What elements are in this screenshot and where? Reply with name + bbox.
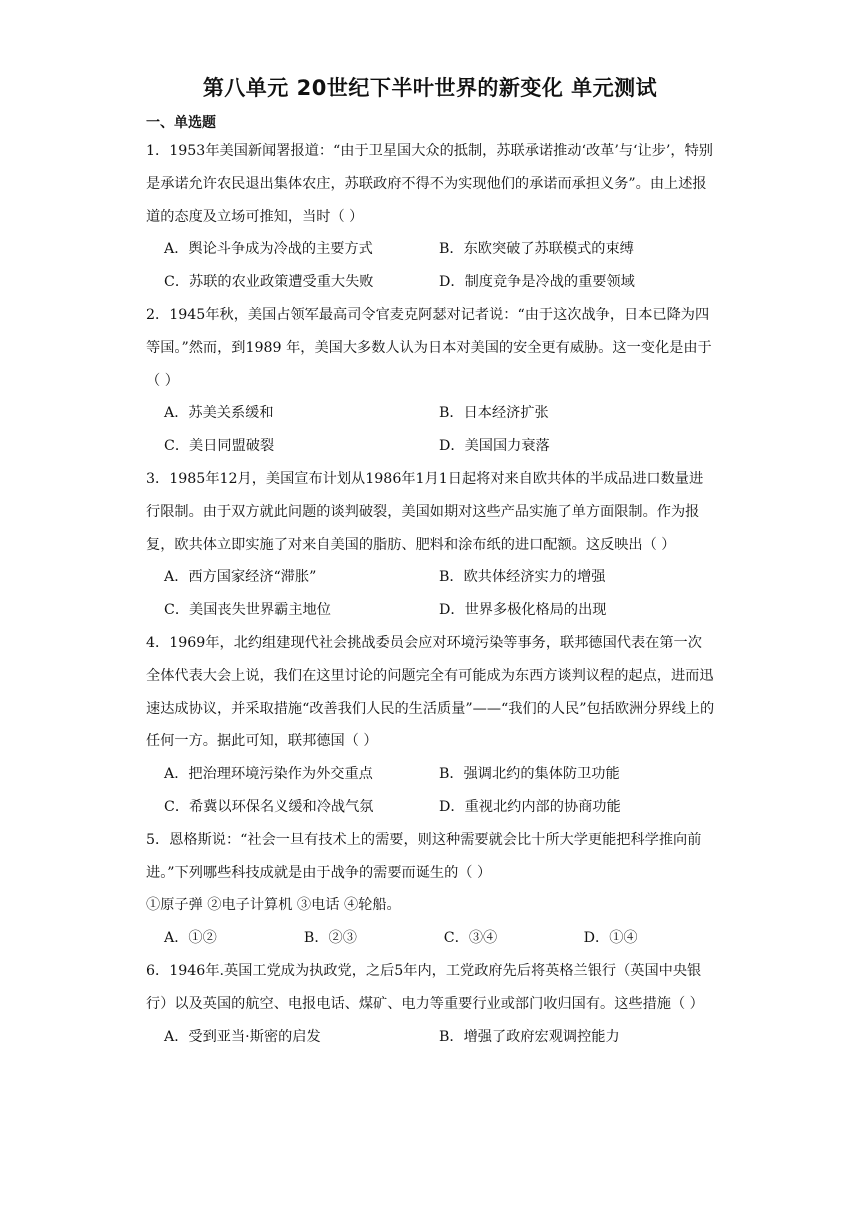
options [146, 1021, 716, 1054]
question-1 [146, 135, 716, 299]
option-a: A．把治理环境污染作为外交重点 [164, 766, 373, 783]
option-a: A．苏美关系缓和 [164, 405, 274, 422]
option-d: D．世界多极化格局的出现 [439, 602, 607, 619]
options [146, 561, 716, 627]
option-d: D．①④ [583, 930, 638, 947]
question-stem: 3．1985年12月，美国宣布计划从1986年1月1日起将对来自欧共体的半成品进口数量进行限制。由于双方就此问题的谈判破裂，美国如期对这些产品实施了单方面限制。作为报复，欧共体立即实施了对来自美国的脂肪、肥料和涂布纸的进口配额。这反映出（ ） [146, 470, 704, 553]
question-list [146, 135, 716, 1053]
question-4 [146, 627, 716, 824]
option-d: D．制度竞争是冷战的重要领域 [439, 274, 635, 291]
options [146, 397, 716, 463]
question-2 [146, 299, 716, 463]
option-c: C．美日同盟破裂 [164, 438, 275, 455]
options [146, 922, 716, 955]
option-b: B．日本经济扩张 [439, 405, 549, 422]
options [146, 758, 716, 824]
question-3 [146, 463, 716, 627]
section-heading: 一、单选题 [146, 115, 216, 131]
option-b: B．强调北约的集体防卫功能 [439, 766, 620, 783]
question-stem: 5．恩格斯说：“社会一旦有技术上的需要，则这种需要就会比十所大学更能把科学推向前进。”下列哪些科技成就是由于战争的需要而诞生的（ ） [146, 831, 702, 881]
option-d: D．美国国力衰落 [439, 438, 550, 455]
question-stem: 6．1946年.英国工党成为执政党，之后5年内，工党政府先后将英格兰银行（英国中央银行）以及英国的航空、电报电话、煤矿、电力等重要行业或部门收归国有。这些措施（ ） [146, 962, 704, 1012]
option-b: B．增强了政府宏观调控能力 [439, 1028, 620, 1045]
question-sub-items: ①原子弹 ②电子计算机 ③电话 ④轮船。 [146, 897, 401, 914]
question-5 [146, 824, 716, 955]
option-c: C．苏联的农业政策遭受重大失败 [164, 274, 374, 291]
option-b: B．②③ [303, 930, 357, 947]
option-a: A．西方国家经济“滞胀” [164, 569, 317, 586]
option-c: C．希冀以环保名义缓和冷战气氛 [164, 798, 374, 815]
option-c: C．美国丧失世界霸主地位 [164, 602, 331, 619]
question-6 [146, 955, 716, 1053]
page-title: 第八单元 20世纪下半叶世界的新变化 单元测试 [202, 76, 658, 100]
option-c: C．③④ [443, 930, 498, 947]
question-stem: 1．1953年美国新闻署报道：“由于卫星国大众的抵制，苏联承诺推动‘改革’与‘让步’，特别是承诺允许农民退出集体农庄，苏联政府不得不为实现他们的承诺而承担义务”。由上述报道的态度及立场可推知，当时（ ） [146, 143, 713, 225]
question-stem: 2．1945年秋，美国占领军最高司令官麦克阿瑟对记者说：“由于这次战争，日本已降为四等国。”然而，到1989 年，美国大多数人认为日本对美国的安全更有威胁。这一变化是由于（ ） [146, 306, 712, 389]
question-stem: 4．1969年，北约组建现代社会挑战委员会应对环境污染等事务，联邦德国代表在第一次全体代表大会上说，我们在这里讨论的问题完全有可能成为东西方谈判议程的起点，进而迅速达成协议，并采取措施“改善我们人民的生活质量”——“我们的人民”包括欧洲分界线上的任何一方。据此可知，联邦德国（ ） [146, 634, 715, 750]
options [146, 233, 716, 299]
option-a: A．舆论斗争成为冷战的主要方式 [164, 241, 373, 258]
option-a: A．受到亚当·斯密的启发 [164, 1028, 321, 1045]
option-b: B．东欧突破了苏联模式的束缚 [439, 241, 634, 258]
option-a: A．①② [164, 930, 217, 947]
option-b: B．欧共体经济实力的增强 [439, 569, 606, 586]
option-d: D．重视北约内部的协商功能 [439, 798, 621, 815]
